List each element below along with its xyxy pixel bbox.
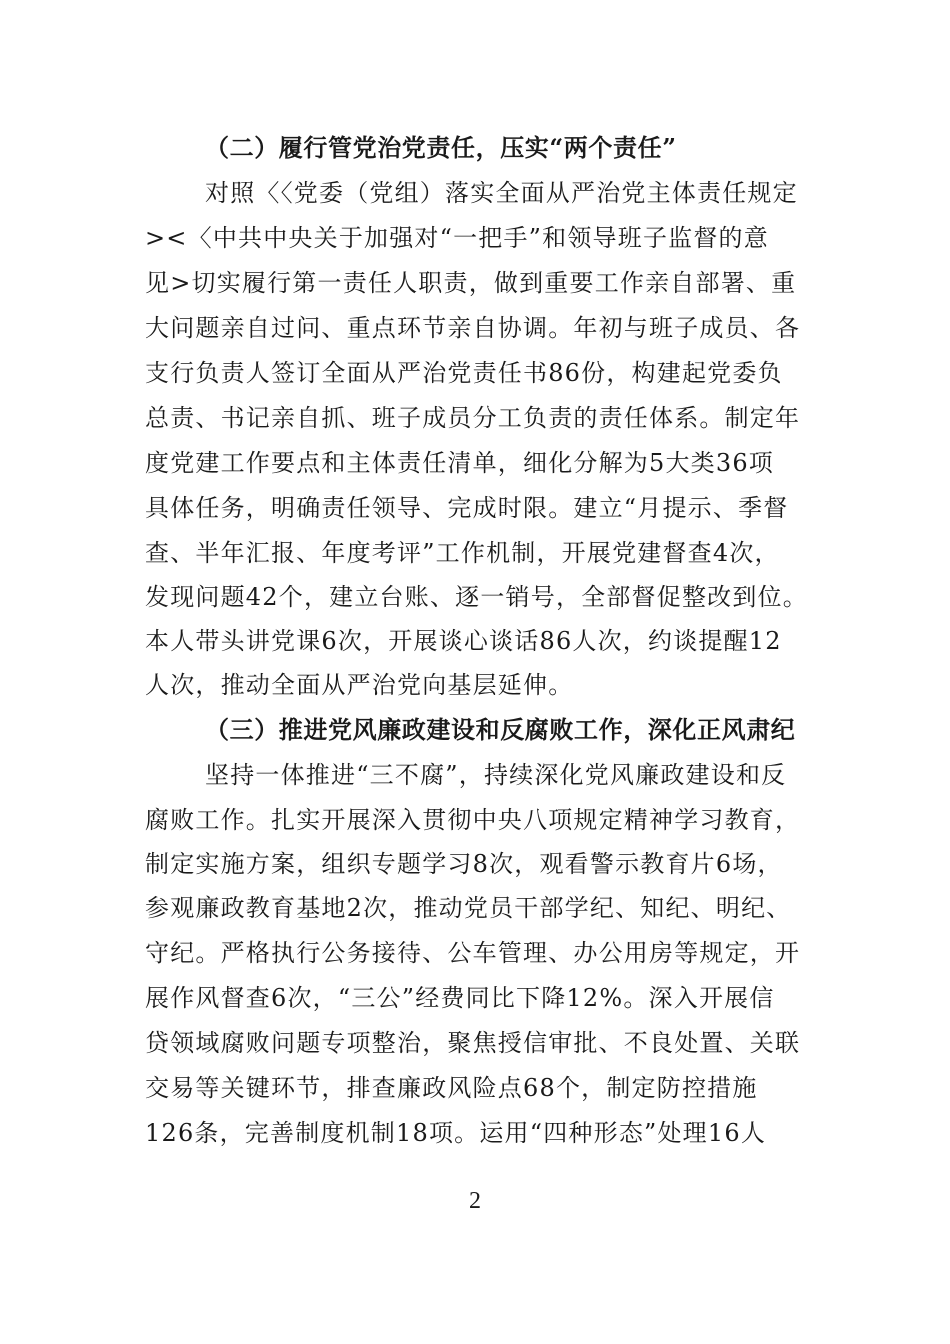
paragraph-line: 腐败工作。扎实开展深入贯彻中央八项规定精神学习教育， bbox=[145, 806, 801, 834]
paragraph-line: 守纪。严格执行公务接待、公车管理、办公用房等规定，开 bbox=[145, 939, 801, 967]
paragraph-line: 坚持一体推进“三不腐”，持续深化党风廉政建设和反 bbox=[205, 761, 787, 789]
paragraph-line: 大问题亲自过问、重点环节亲自协调。年初与班子成员、各 bbox=[145, 314, 801, 342]
paragraph-line: 见>切实履行第一责任人职责，做到重要工作亲自部署、重 bbox=[145, 269, 797, 297]
paragraph-line: ><〈中共中央关于加强对“一把手”和领导班子监督的意 bbox=[145, 224, 769, 252]
paragraph-line: 具体任务，明确责任领导、完成时限。建立“月提示、季督 bbox=[145, 494, 789, 522]
paragraph-line: 发现问题42个，建立台账、逐一销号，全部督促整改到位。 bbox=[145, 583, 808, 611]
section-heading-2: （二）履行管党治党责任，压实“两个责任” bbox=[205, 133, 677, 162]
page-number: 2 bbox=[469, 1188, 481, 1214]
paragraph-line: 贷领域腐败问题专项整治，聚焦授信审批、不良处置、关联 bbox=[145, 1029, 801, 1057]
paragraph-line: 总责、书记亲自抓、班子成员分工负责的责任体系。制定年 bbox=[145, 404, 801, 432]
paragraph-line: 查、半年汇报、年度考评”工作机制，开展党建督查4次， bbox=[145, 539, 780, 567]
paragraph-line: 展作风督查6次，“三公”经费同比下降12%。深入开展信 bbox=[145, 984, 775, 1012]
paragraph-line: 126条，完善制度机制18项。运用“四种形态”处理16人 bbox=[145, 1119, 767, 1147]
paragraph-line: 支行负责人签订全面从严治党责任书86份，构建起党委负 bbox=[145, 359, 783, 387]
paragraph-line: 对照〈〈党委（党组）落实全面从严治党主体责任规定 bbox=[205, 179, 798, 207]
paragraph-line: 交易等关键环节，排查廉政风险点68个，制定防控措施 bbox=[145, 1074, 758, 1102]
paragraph-line: 度党建工作要点和主体责任清单，细化分解为5大类36项 bbox=[145, 449, 775, 477]
section-heading-3: （三）推进党风廉政建设和反腐败工作，深化正风肃纪 bbox=[205, 715, 796, 744]
paragraph-line: 参观廉政教育基地2次，推动党员干部学纪、知纪、明纪、 bbox=[145, 894, 792, 922]
paragraph-line: 人次，推动全面从严治党向基层延伸。 bbox=[145, 671, 574, 699]
paragraph-line: 制定实施方案，组织专题学习8次，观看警示教育片6场， bbox=[145, 850, 783, 878]
paragraph-line: 本人带头讲党课6次，开展谈心谈话86人次，约谈提醒12 bbox=[145, 627, 782, 655]
